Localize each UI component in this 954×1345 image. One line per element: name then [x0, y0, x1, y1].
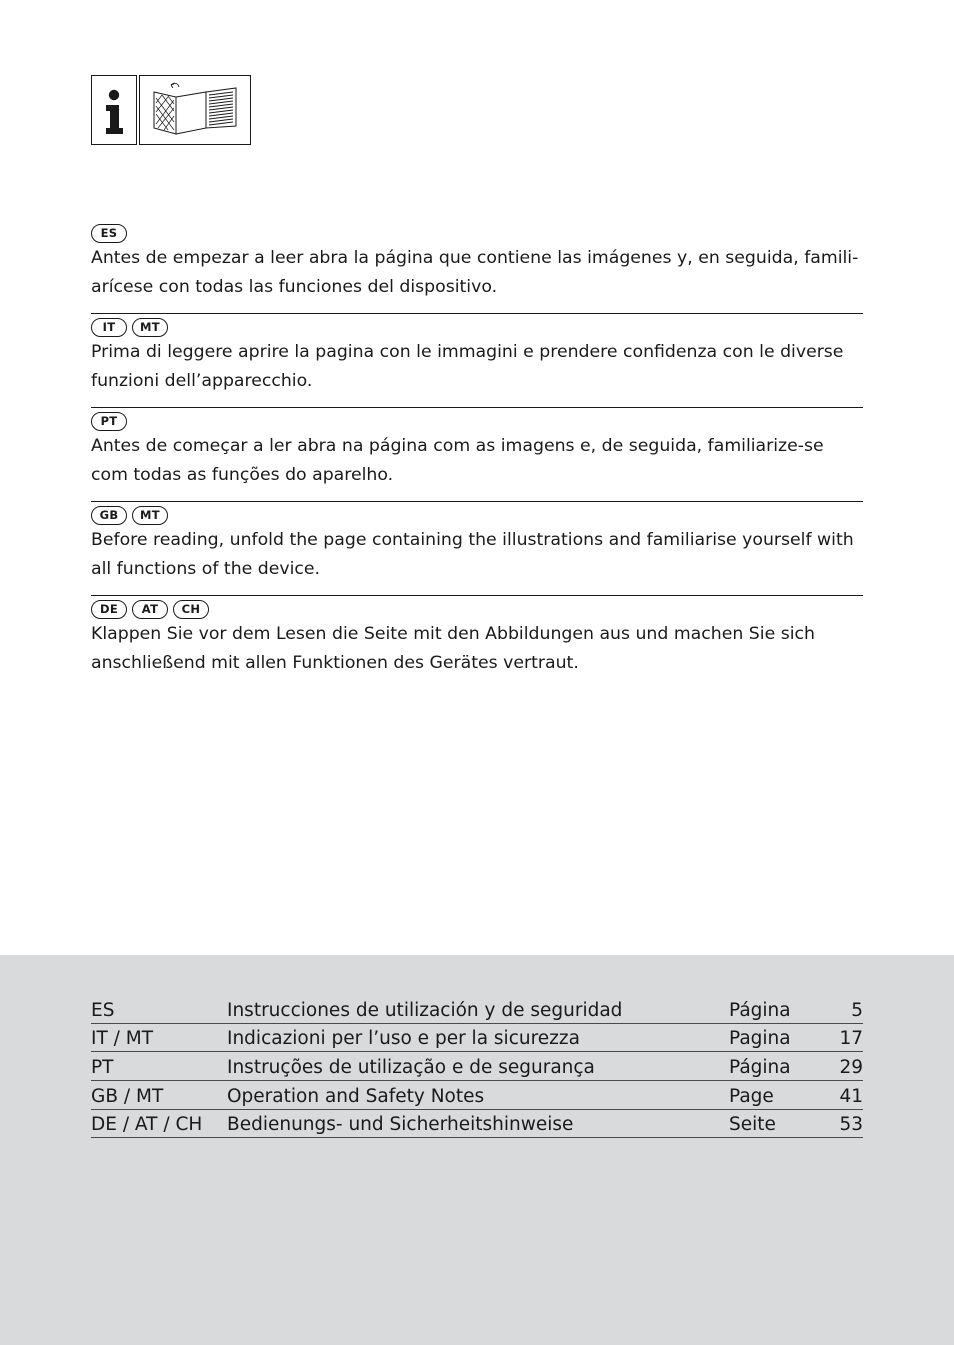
- toc-language: PT: [91, 1057, 114, 1079]
- badge-mt: MT: [132, 318, 168, 337]
- toc-row[interactable]: [91, 1081, 863, 1110]
- language-badges: [91, 220, 863, 244]
- toc-language: GB / MT: [91, 1085, 164, 1107]
- info-icons: [91, 75, 251, 145]
- info-icon: [91, 75, 137, 145]
- toc-title: Indicazioni per l’uso e per la sicurezza: [227, 1028, 580, 1050]
- section-pt: [91, 408, 863, 502]
- toc-title: Instrucciones de utilización y de seguridad: [227, 999, 623, 1021]
- toc-page-label: Página: [729, 1057, 791, 1079]
- badge-gb: GB: [91, 506, 127, 525]
- badge-pt: PT: [91, 412, 127, 431]
- badge-de: DE: [91, 600, 127, 619]
- instruction-text-gb: Before reading, unfold the page containing the illustrations and familiarise yourself with all functions of the device.: [91, 530, 854, 579]
- toc-page-number: 5: [851, 999, 863, 1021]
- toc-title: Bedienungs- und Sicherheitshinweise: [227, 1114, 574, 1136]
- toc-page-label: Seite: [729, 1114, 776, 1136]
- language-badges: [91, 596, 863, 620]
- fold-out-page-icon: [139, 75, 251, 145]
- toc-language: ES: [91, 999, 115, 1021]
- language-badges: [91, 314, 863, 338]
- section-gb-mt: [91, 502, 863, 596]
- toc-page-label: Page: [729, 1085, 774, 1107]
- toc-row[interactable]: [91, 1024, 863, 1053]
- toc-page-number: 41: [839, 1085, 863, 1107]
- toc-page-number: 53: [839, 1114, 863, 1136]
- toc-page-number: 17: [839, 1028, 863, 1050]
- toc-title: Instruções de utilização e de segurança: [227, 1057, 595, 1079]
- language-sections: [91, 220, 863, 689]
- toc-page-label: Pagina: [729, 1028, 791, 1050]
- badge-it: IT: [91, 318, 127, 337]
- instruction-text-es: Antes de empezar a leer abra la página que contiene las imágenes y, en seguida, famili-arícese con todas las funciones del dispositivo.: [91, 248, 859, 297]
- toc-row[interactable]: [91, 1052, 863, 1081]
- badge-es: ES: [91, 224, 127, 243]
- badge-at: AT: [132, 600, 168, 619]
- instruction-text-pt: Antes de começar a ler abra na página com as imagens e, de seguida, familiarize-se com todas as funções do aparelho.: [91, 436, 824, 485]
- instruction-text-it: Prima di leggere aprire la pagina con le immagini e prendere confidenza con le diverse funzioni dell’apparecchio.: [91, 342, 844, 391]
- section-es: [91, 220, 863, 314]
- toc-title: Operation and Safety Notes: [227, 1085, 485, 1107]
- toc-page-label: Página: [729, 999, 791, 1021]
- toc-page-number: 29: [839, 1057, 863, 1079]
- badge-ch: CH: [173, 600, 209, 619]
- section-de-at-ch: [91, 596, 863, 689]
- toc-row[interactable]: [91, 1110, 863, 1139]
- language-badges: [91, 408, 863, 432]
- language-badges: [91, 502, 863, 526]
- badge-mt: MT: [132, 506, 168, 525]
- toc-language: DE / AT / CH: [91, 1114, 203, 1136]
- table-of-contents: [91, 995, 863, 1138]
- section-it-mt: [91, 314, 863, 408]
- toc-language: IT / MT: [91, 1028, 154, 1050]
- instruction-text-de: Klappen Sie vor dem Lesen die Seite mit den Abbildungen aus und machen Sie sich anschließend mit allen Funktionen des Gerätes vertraut.: [91, 624, 815, 673]
- toc-row[interactable]: [91, 995, 863, 1024]
